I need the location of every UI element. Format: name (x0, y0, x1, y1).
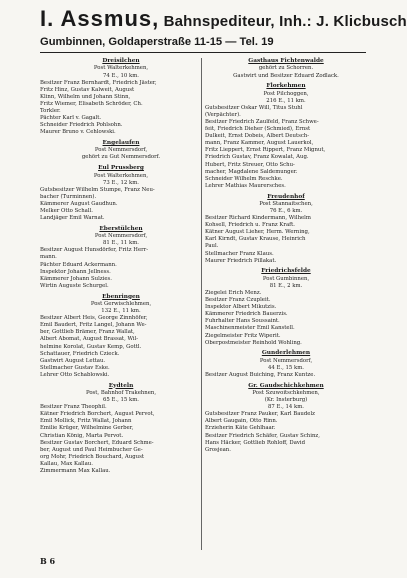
directory-entry (40, 383, 202, 476)
entry-line: Dulkeit, Ernst Dobeis, Albert Deutsch- (205, 133, 310, 140)
page-number: B 6 (40, 556, 56, 566)
entry-line: Klinn, Wilhelm und Johann Stinn, (40, 93, 131, 100)
right-column (205, 58, 367, 457)
entry-line: Besitzer August Buiching, Franz Kuntze. (205, 371, 316, 378)
entry-heading: Friedrichsfelde (261, 268, 311, 275)
entry-line: Kämmerer August Gaudhun. (40, 200, 118, 207)
entry-subheading: gehört zu Schorren. (258, 65, 314, 72)
directory-entry (205, 58, 367, 80)
entry-line: Besitzer Franz Czupleit. (205, 297, 271, 304)
entry-subheading: gehört zu Gut Nemmersdorf. (81, 154, 161, 161)
directory-entry (40, 294, 202, 379)
entry-heading: Florkehmen (266, 83, 306, 90)
advertisement-banner (40, 6, 407, 53)
entry-line: Emil Mollick, Fritz Wallat, Johann (40, 418, 132, 425)
banner-company-owner: Bahnspediteur, Inh.: J. Klicbusch (159, 13, 407, 30)
entry-line: Kallau, Max Kallau. (40, 460, 93, 467)
entry-line: Kohsell, Friedrich u. Franz Kraft. (205, 222, 295, 229)
entry-line: Maurer Bruno v. Cehlowski. (40, 129, 116, 136)
entry-line: Paul. (205, 243, 219, 250)
entry-line: mann. (40, 254, 57, 261)
entry-subheading: Post Pilchoggen, (263, 90, 309, 97)
entry-line: Grosjean. (205, 446, 231, 453)
directory-entry (40, 140, 202, 162)
entry-line: Fuhrhalter Hans Soussaint. (205, 318, 280, 325)
entry-line: macher, Magdalene Saldemunger. (205, 168, 298, 175)
entry-subheading: Post Walterkehmen, (93, 172, 149, 179)
entry-line: Schattauer, Friedrich Czieck. (40, 350, 120, 357)
column-divider (201, 58, 202, 550)
entry-line: Pächter Karl v. Gagalt. (40, 115, 102, 122)
entry-subheading: 132 E., 11 km. (101, 308, 141, 315)
entry-subheading: 65 E., 15 km. (103, 397, 139, 404)
entry-line: feit, Friedrich Dieher (Schmied), Ernst (205, 126, 311, 133)
entry-line: mann, Franz Kammer, August Lauerkol, (205, 140, 314, 147)
entry-line: Albert Gaugain, Otto Rinn. (205, 418, 278, 425)
entry-heading: Eydteln (108, 382, 134, 389)
entry-line: Ziegelmeister Fritz Wiperit. (205, 332, 281, 339)
entry-line: Landjäger Emil Warnat. (40, 215, 105, 222)
entry-line: Maschinenmeister Emil Kanstell. (205, 325, 295, 332)
entry-line: ber, Gottlieb Brämer, Franz Wallat, (40, 329, 135, 336)
entry-line: Lehrer Mathias Maurersches. (205, 182, 286, 189)
entry-subheading: Post Nemmersdorf, (94, 147, 148, 154)
entry-line: Stellmacher Franz Klaus. (205, 250, 274, 257)
entry-line: Torkler. (40, 107, 61, 114)
entry-line: Schneider Friedrich Pohlsohn. (40, 122, 123, 129)
entry-line: Christian König, Marta Pervot. (40, 432, 124, 439)
directory-entry (40, 58, 202, 136)
directory-entry (205, 83, 367, 190)
entry-heading: Eul Prussberg (98, 165, 144, 172)
entry-subheading: Post, Bahnhof Trakehnen, (85, 389, 157, 396)
entry-line: Schneider Wilhelm Reschke. (205, 175, 283, 182)
entry-line: bacher (Turminnen). (40, 193, 97, 200)
entry-line: Zimmermann Max Kallau. (40, 468, 111, 474)
entry-line: org Mohr, Friedrich Bouchard, August (40, 453, 144, 460)
entry-line: Emilie Krüger, Wilhelmine Gerber, (40, 425, 134, 432)
banner-company-line (40, 6, 407, 32)
entry-line: helmine Korolat, Gustav Kemp, Gottl. (40, 343, 142, 350)
entry-subheading: 81 E., 2 km. (269, 282, 303, 289)
directory-entry (205, 268, 367, 346)
entry-line: Besitzer August Hunsdörfer, Fritz Herr- (40, 247, 149, 254)
entry-heading: Gunderlehmen (261, 350, 311, 357)
entry-subheading: 81 E., 11 km. (103, 240, 139, 247)
entry-line: Lehrer Otto Schablowski. (40, 371, 110, 378)
banner-address-line: Gumbinnen, Goldaperstraße 11-15 — Tel. 19 (40, 36, 274, 48)
entry-subheading: (Kr. Insterburg) (264, 397, 308, 404)
entry-subheading: Gastwirt und Besitzer Eduard Zodlack. (233, 72, 339, 79)
entry-line: Kämmerer Johann Sulzies. (40, 275, 112, 282)
entry-line: Fritz Lieppert, Ernst Rippert, Franz Mignut, (205, 147, 326, 154)
entry-line: Melker Otto Schall. (40, 208, 93, 214)
entry-line: Stellmacher Gustav Eske. (40, 364, 110, 371)
entry-line: Inspektor Johann Jellness. (40, 268, 111, 275)
entry-subheading: Post Szuwoitschkehmen, (252, 389, 320, 396)
entry-subheading: Post Nemmersdorf, (94, 233, 148, 240)
entry-subheading: Post Walterkehmen, (93, 65, 149, 72)
entry-line: Kätner Friedrich Borchert, August Pervot, (40, 411, 155, 418)
entry-subheading: Post Gumbinnen, (262, 275, 310, 282)
entry-line: Inspektor Albert Mikutzis. (205, 304, 277, 311)
entry-heading: Eberstülchen (99, 225, 143, 232)
entry-line: Besitzer Albert Heis, George Zinnhöfer, (40, 315, 148, 322)
entry-line: Hans Häcker, Gottlieb Rohloff, David (205, 439, 306, 446)
entry-line: Oberpostmeister Reinhold Wohling. (205, 339, 302, 346)
entry-subheading: 216 E., 11 km. (266, 97, 306, 104)
entry-heading: Freudenhof (267, 193, 305, 200)
directory-entry (205, 194, 367, 265)
entry-line: Fritz Hinz, Gustav Kalweit, August (40, 86, 135, 93)
entry-line: Kämmerer Friedrich Bauerzis. (205, 311, 288, 318)
entry-line: Hubert, Fritz Streuer, Otto Schu- (205, 161, 295, 168)
entry-line: Gutsbesitzer Wilhelm Stumpe, Franz Neu- (40, 186, 155, 193)
entry-line: Friedrich Gustav, Franz Kowalat, Aug. (205, 154, 309, 161)
entry-line: ber, August und Paul Heimbucher Ge- (40, 446, 143, 453)
entry-line: Emil Baudert, Fritz Langel, Johann We- (40, 322, 147, 329)
banner-company-name: I. Assmus, (40, 6, 160, 31)
directory-entry (205, 383, 367, 454)
entry-heading: Engelaufen (102, 139, 140, 146)
entry-line: Albert Abomat, August Brassat, Wil- (40, 336, 139, 343)
entry-line: Gutsbesitzer Oskar Will, Titus Stuhl (205, 104, 303, 111)
entry-subheading: Post Nemmersdorf, (259, 357, 313, 364)
entry-subheading: 76 E., 6 km. (269, 208, 303, 214)
entry-line: Fritz Wiemer, Elisabeth Schröder, Ch. (40, 100, 143, 107)
entry-line: Maurer Friedrich Pillakat. (205, 257, 277, 264)
entry-subheading: 74 E., 10 km. (103, 72, 139, 79)
entry-subheading: 44 E., 15 km. (268, 364, 304, 371)
entry-line: Besitzer Friedrich Zaulfeld, Franz Schwe- (205, 118, 319, 125)
entry-line: Wirtin Auguste Schurgel. (40, 282, 109, 289)
directory-entry (205, 350, 367, 379)
entry-line: Gutsbesitzer Franz Pauker, Karl Baudelz (205, 411, 315, 418)
entry-subheading: Post Stannaitschen, (259, 200, 313, 207)
entry-heading: Gr. Gaudschichkehmen (248, 382, 324, 389)
directory-entry (40, 226, 202, 290)
entry-line: (Verpächter). (205, 111, 241, 118)
entry-line: Besitzer Franz Theophil. (40, 404, 107, 411)
entry-line: Kätner August Lieher, Herm. Werning, (205, 229, 310, 236)
entry-heading: Dreisilchen (102, 58, 140, 64)
entry-line: Erzieherin Käte Gehlhaar. (205, 425, 276, 432)
left-column (40, 58, 202, 479)
entry-line: Besitzer Friedrich Schäfer, Gustav Schinz, (205, 432, 320, 439)
directory-entry (40, 165, 202, 222)
entry-subheading: 73 E., 12 km. (103, 179, 139, 186)
entry-subheading: 87 E., 14 km. (268, 404, 304, 411)
entry-line: Besitzer Richard Kindermann, Wilhelm (205, 215, 311, 222)
entry-line: Gastwirt August Lettau. (40, 357, 106, 364)
entry-line: Pächter Eduard Ackermann. (40, 261, 117, 268)
entry-subheading: Post Gerwischlehmen, (90, 300, 152, 307)
entry-line: Besitzer Franz Bernhardt, Friedrich Jäster, (40, 79, 157, 86)
entry-heading: Gasthaus Fichtenwalde (248, 58, 324, 64)
entry-line: Karl Kirndt, Gustav Krause, Heinrich (205, 236, 306, 243)
entry-line: Besitzer Gustav Borchert, Eduard Schme- (40, 439, 154, 446)
entry-line: Ziegelei Erich Menz. (205, 289, 262, 296)
entry-heading: Ebenringen (102, 293, 140, 300)
